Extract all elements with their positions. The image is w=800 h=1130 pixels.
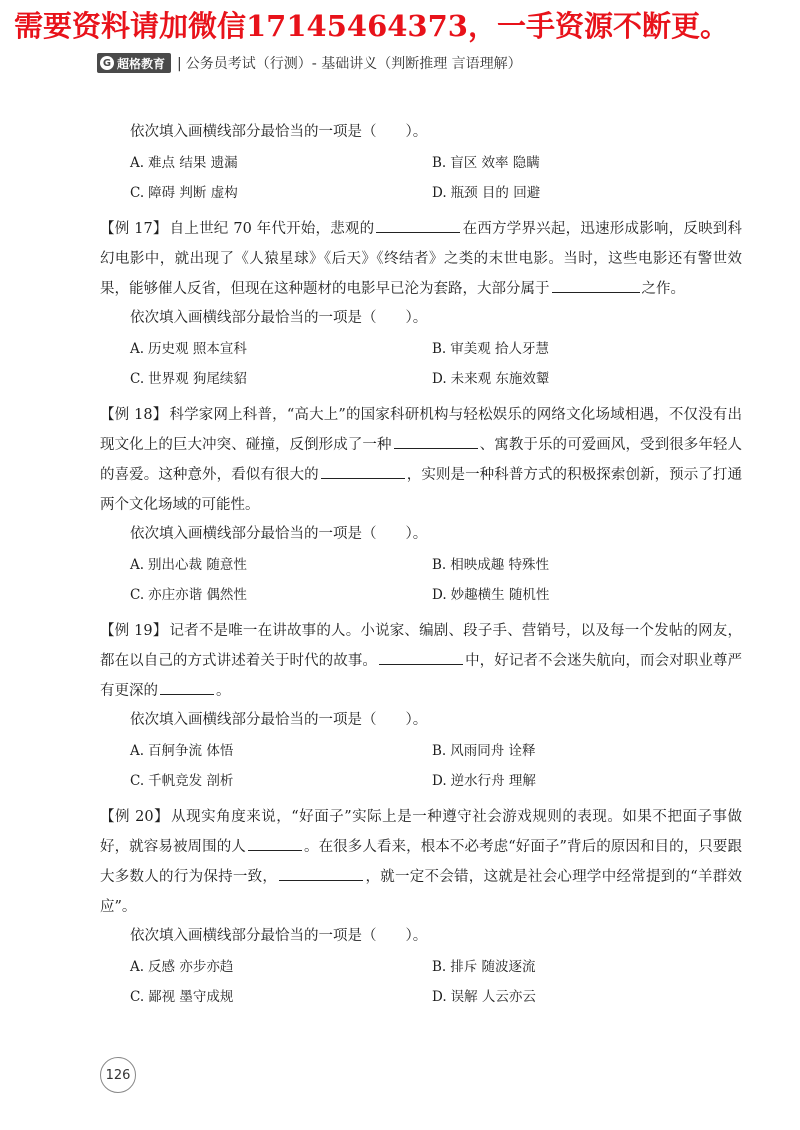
options-grid <box>100 153 742 203</box>
option-a: A. 反感 亦步亦趋 <box>130 959 234 975</box>
options-grid <box>100 741 742 791</box>
option-a: A. 别出心裁 随意性 <box>130 557 247 573</box>
options-grid <box>100 555 742 605</box>
option-b: B. 审美观 拾人牙慧 <box>432 341 550 357</box>
header-title-text: 公务员考试（行测）- 基础讲义（判断推理 言语理解） <box>185 56 522 72</box>
option-d: D. 误解 人云亦云 <box>432 989 536 1005</box>
question-prompt: 依次填入画横线部分最恰当的一项是（ ）。 <box>130 310 428 326</box>
answer-blank <box>552 276 640 293</box>
header-title: | 公务员考试（行测）- 基础讲义（判断推理 言语理解） <box>177 56 522 72</box>
answer-blank <box>376 216 460 233</box>
options-grid <box>100 339 742 389</box>
question-17-text: 【例 17】 自上世纪 70 年代开始，悲观的 在西方学界兴起，迅速形成影响，反映到科幻电影中，就出现了《人猿星球》《后天》《终结者》之类的末世电影。当时，这些电影还有警世效果，能够催人反省，但现在这种题材的电影早已沦为套路，大部分属于 之作。 <box>100 214 742 304</box>
option-b: B. 风雨同舟 诠释 <box>432 743 536 759</box>
option-c: C. 千帆竞发 剖析 <box>130 773 234 789</box>
option-c: C. 鄙视 墨守成规 <box>130 989 234 1005</box>
option-b: B. 排斥 随波逐流 <box>432 959 536 975</box>
logo-text: 超格教育 <box>117 56 166 71</box>
option-a: A. 难点 结果 遗漏 <box>130 155 238 171</box>
question-20-text: 【例 20】 从现实角度来说，“好面子”实际上是一种遵守社会游戏规则的表现。如果不把面子事做好，就容易被周围的人 。在很多人看来，根本不必考虑“好面子”背后的原因和目的，只要跟大多数人的行为保持一致， ，就一定不会错，这就是社会心理学中经常提到的“羊群效应”。 <box>100 809 743 915</box>
question-prompt: 依次填入画横线部分最恰当的一项是（ ）。 <box>130 124 428 140</box>
option-c: C. 障碍 判断 虚构 <box>130 185 238 201</box>
answer-blank <box>279 864 363 881</box>
option-a: A. 百舸争流 体悟 <box>130 743 234 759</box>
option-b: B. 盲区 效率 隐瞒 <box>432 155 540 171</box>
answer-blank <box>321 462 405 479</box>
options-grid <box>100 957 742 1007</box>
option-d: D. 未来观 东施效颦 <box>432 371 550 387</box>
question-18-text: 【例 18】 科学家网上科普，“高大上”的国家科研机构与轻松娱乐的网络文化场域相遇，不仅没有出现文化上的巨大冲突、碰撞，反倒形成了一种 、寓教于乐的可爱画风，受到很多年轻人的喜爱。这种意外，看似有很大的 ，实则是一种科普方式的积极探索创新，预示了打通两个文化场域的可能性。 <box>100 407 743 513</box>
option-d: D. 瓶颈 目的 回避 <box>432 185 541 201</box>
page-number: 126 <box>100 1057 136 1093</box>
answer-blank <box>394 432 478 449</box>
question-prompt: 依次填入画横线部分最恰当的一项是（ ）。 <box>130 712 428 728</box>
publisher-logo <box>97 53 171 73</box>
answer-blank <box>248 834 302 851</box>
option-c: C. 亦庄亦谐 偶然性 <box>130 587 247 603</box>
option-d: D. 妙趣横生 随机性 <box>432 587 550 603</box>
watermark-text: 需要资料请加微信17145464373，一手资源不断更。 <box>14 9 729 43</box>
answer-blank <box>379 648 463 665</box>
option-a: A. 历史观 照本宣科 <box>130 341 247 357</box>
answer-blank <box>160 678 214 695</box>
question-prompt: 依次填入画横线部分最恰当的一项是（ ）。 <box>130 928 428 944</box>
option-c: C. 世界观 狗尾续貂 <box>130 371 247 387</box>
option-b: B. 相映成趣 特殊性 <box>432 557 550 573</box>
page-content <box>100 122 742 1018</box>
question-prompt: 依次填入画横线部分最恰当的一项是（ ）。 <box>130 526 428 542</box>
question-19-text: 【例 19】 记者不是唯一在讲故事的人。小说家、编剧、段子手、营销号，以及每一个发帖的网友，都在以自己的方式讲述着关于时代的故事。 中，好记者不会迷失航向，而会对职业尊严有更深的 。 <box>100 623 742 699</box>
logo-icon: G <box>100 56 114 70</box>
option-d: D. 逆水行舟 理解 <box>432 773 536 789</box>
page-header <box>97 52 522 74</box>
